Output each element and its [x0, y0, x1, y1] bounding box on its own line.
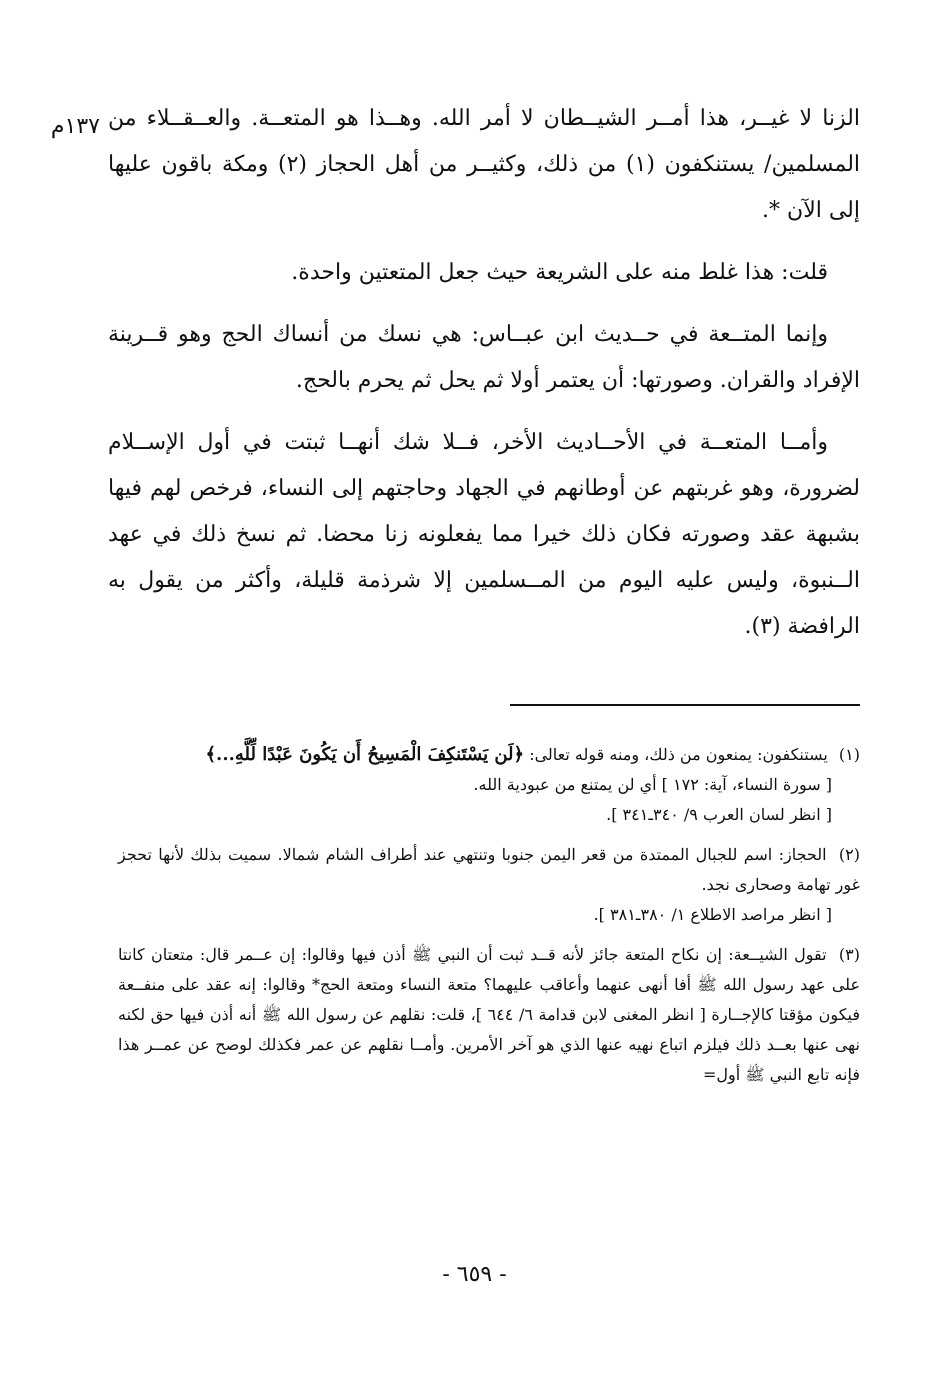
- footnotes: [118, 740, 860, 1100]
- footnote-divider: [510, 704, 860, 706]
- footnote-3: [118, 940, 860, 1090]
- footnote-2-line-2: [ انظر مراصد الاطلاع ١/ ٣٨٠ـ٣٨١ ].: [593, 905, 832, 924]
- footnote-1-line-3: [ انظر لسان العرب ٩/ ٣٤٠ـ٣٤١ ].: [606, 805, 832, 824]
- footnote-2-text: الحجاز: اسم للجبال الممتدة من قعر اليمن جنوبا وتنتهي عند أطراف الشام شمالا. سميت بذلك لأنها تحجز غور تهامة وصحارى نجد.: [118, 845, 860, 894]
- footnote-3-text: تقول الشيــعة: إن نكاح المتعة جائز لأنه قــد ثبت أن النبي ﷺ أذن فيها وقالوا: إن عــمر قال: متعتان كانتا على عهد رسول الله ﷺ أفا أنهى عنهما وأعاقب عليهما؟ متعة النساء ومتعة الحج* وقالوا: إنه عقد على منفــعة فيكون مؤقتا كالإجــارة [ انظر المغنى لابن قدامة ٦/ ٦٤٤ ]، قلت: نقلهم عن رسول الله ﷺ أنه أذن فيها حق لكنه نهى عنها بعــد ذلك فيلزم اتباع نهيه عنها الذي هو آخر الأمرين. وأمــا نقلهم عن عمر فكذلك لوصح عن عمــر هذا فإنه تابع النبي ﷺ أول=: [118, 945, 861, 1084]
- footnote-1-text: يستنكفون: يمنعون من ذلك، ومنه قوله تعالى:: [529, 745, 828, 764]
- footnote-3-number: (٣): [838, 945, 860, 964]
- paragraph-1: الزنا لا غيــر، هذا أمــر الشيــطان لا أمر الله. وهــذا هو المتعــة. والعــقــلاء من المسلمين/ يستنكفون (١) من ذلك، وكثيــر من أهل الحجاز (٢) ومكة باقون عليها إلى الآن *.: [108, 106, 861, 223]
- footnote-1-line-2: [ سورة النساء، آية: ١٧٢ ] أي لن يمتنع من عبودية الله.: [473, 775, 832, 794]
- paragraph-2: قلت: هذا غلط منه على الشريعة حيث جعل المتعتين واحدة.: [291, 260, 828, 285]
- margin-page-reference: ١٣٧م: [50, 114, 100, 139]
- paragraph-3: وإنما المتــعة في حــديث ابن عبــاس: هي نسك من أنساك الحج وهو قــرينة الإفراد والقران. وصورتها: أن يعتمر أولا ثم يحل ثم يحرم بالحج.: [108, 322, 860, 393]
- main-text: [108, 96, 860, 666]
- footnote-2-number: (٢): [838, 845, 860, 864]
- footnote-2: [118, 840, 860, 930]
- footnote-1-quran-verse: ﴿لَن يَسْتَنكِفَ الْمَسِيحُ أَن يَكُونَ عَبْدًا لِّلَّهِ...﴾: [205, 744, 525, 765]
- page-number: - ٦٥٩ -: [442, 1262, 507, 1287]
- footnote-1: [118, 740, 860, 830]
- paragraph-4: وأمــا المتعــة في الأحــاديث الأخر، فــلا شك أنهــا ثبتت في أول الإســلام لضرورة، وهو غربتهم عن أوطانهم في الجهاد وحاجتهم إلى النساء، فرخص لهم فيها بشبهة عقد وصورته فكان ذلك خيرا مما يفعلونه زنا محضا. ثم نسخ ذلك في عهد الــنبوة، وليس عليه اليوم من المــسلمين إلا شرذمة قليلة، وأكثر من يقول به الرافضة (٣).: [108, 430, 860, 639]
- footnote-1-number: (١): [838, 745, 860, 764]
